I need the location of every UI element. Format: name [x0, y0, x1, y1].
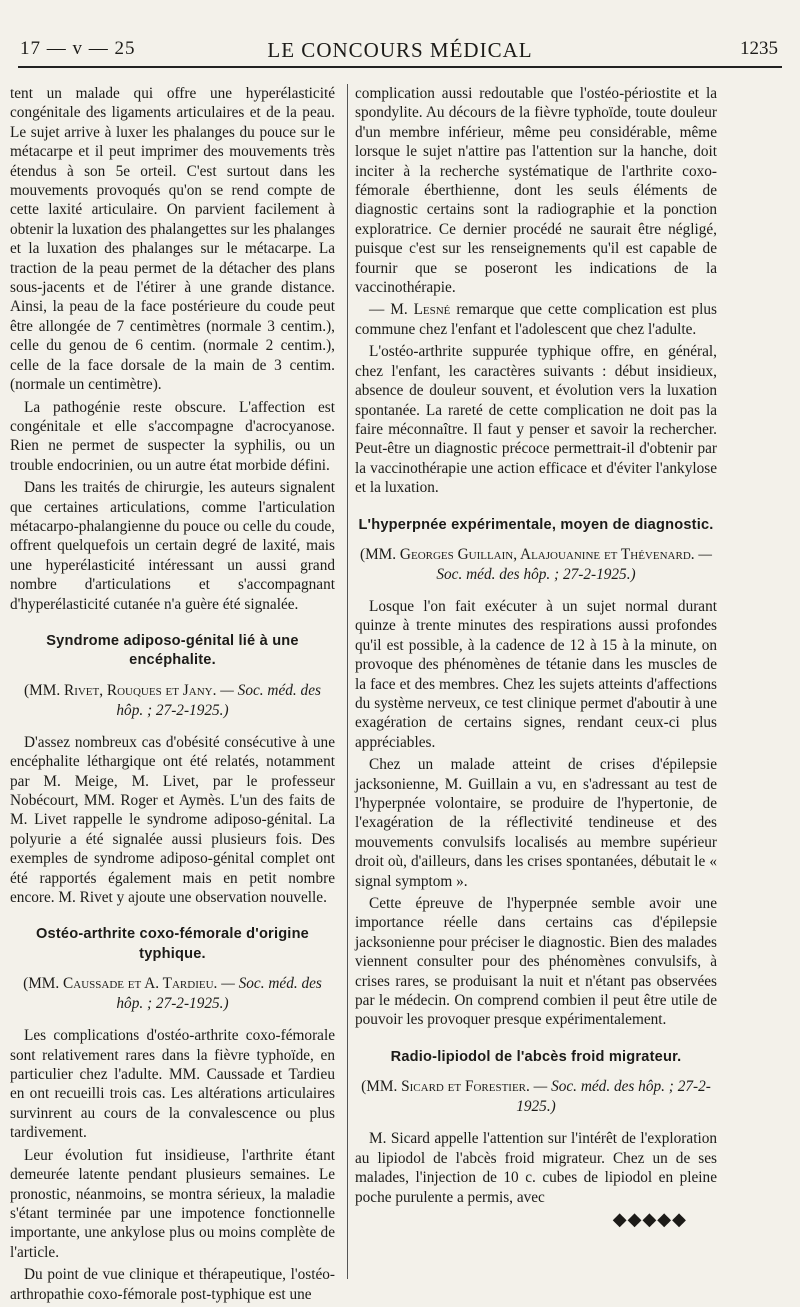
section-reference: (MM. Georges Guillain, Alajouanine et Thévenard. — Soc. méd. des hôp. ; 27-2-1925.) — [359, 545, 713, 583]
left-column — [10, 84, 335, 1307]
paragraph: Leur évolution fut insidieuse, l'arthrite étant demeurée latente pendant plusieurs semaines. Le pronostic, néanmoins, se montra sérieux, la maladie s'étant terminée par une impotence fonctionnelle importante, une ankylose plus ou moins complète de l'article. — [10, 1146, 335, 1261]
authors: Caussade et A. Tardieu. — [63, 975, 218, 993]
section-title: Radio-lipiodol de l'abcès froid migrateur. — [390, 1048, 682, 1065]
right-column — [355, 84, 717, 1229]
column-divider — [347, 84, 348, 1279]
paragraph: Du point de vue clinique et thérapeutique, l'ostéo-arthropathie coxo-fémorale post-typhique est une — [10, 1266, 335, 1303]
paragraph: complication aussi redoutable que l'ostéo-périostite et la spondylite. Au décours de la fièvre typhoïde, toute douleur d'un membre inférieur, même peu considérable, même lorsque le sujet n'attire pas l'attention sur la hanche, doit inciter à la recherche systématique de l'arthrite coxo-fémorale éberthienne, dont les seuls éléments de diagnostic certains sont la radiographie et la ponction exploratrice. Ce dernier procédé ne saurait être négligé, puisque c'est sur les renseignements qu'il est capable de fournir que se poseront les indications de la vaccinothérapie. — [355, 85, 717, 297]
section-reference: (MM. Rivet, Rouques et Jany. — Soc. méd. des hôp. ; 27-2-1925.) — [24, 681, 321, 719]
section-title: Ostéo-arthrite coxo-fémorale d'origine typhique. — [36, 926, 309, 962]
ornament-diamonds: ◆◆◆◆◆ — [612, 1208, 687, 1229]
section-title: Syndrome adiposo-génital lié à une encéphalite. — [46, 632, 299, 669]
page-number: 1235 — [740, 38, 778, 59]
paragraph: tent un malade qui offre une hyperélasticité congénitale des ligaments articulaires et de la peau. Le sujet arrive à luxer les phalanges du pouce sur le métacarpe et il peut imprimer des mouvements très étendus à son 5e orteil. C'est surtout dans les mouvements provoqués qu'on se rend compte de cette laxité articulaire. On parvient facilement à obtenir la luxation des phalangettes sur les phalanges et la luxation des phalanges sur le métacarpe. La traction de la peau permet de la détacher des plans sous-jacents et de l'étirer à une grande distance. Ainsi, la peau de la face postérieure du coude peut être allongée de 7 centimètres (normale 3 centim.), celle du genou de 6 centim. (normale 2 centim.), celle de la face dorsale de la main de 3 centim. (normale un centimètre). — [10, 85, 335, 394]
authors: Georges Guillain, Alajouanine et Thévenard. — [399, 545, 695, 563]
paragraph: Dans les traités de chirurgie, les auteurs signalent que certaines articulations, comme l'articulation métacarpo-phalangienne du pouce ou celle du coude, offrent quelquefois un certain degré de laxité, mais une hyperélasticité intéressant un aussi grand nombre d'articulations et s'accompagnant d'hyperélasticité cutanée n'a guère été signalée. — [10, 479, 335, 613]
paragraph: M. Sicard appelle l'attention sur l'intérêt de l'exploration au lipiodol de l'abcès froid migrateur. Chez un de ses malades, l'injection de 10 c. cubes de lipiodol en pleine poche purulente a permis, avec — [355, 1130, 717, 1206]
issue-date: 17 — v — 25 — [20, 38, 136, 59]
paragraph: D'assez nombreux cas d'obésité consécutive à une encéphalite léthargique ont été relatés, notamment par M. Meige, M. Livet, par le professeur Nobécourt, MM. Roger et Aymès. L'un des faits de M. Livet rappelle le syndrome adiposo-génital. La polyurie a été signalée aussi plusieurs fois. Des exemples de syndrome adiposo-génital complet ont été rapportés également mais en petit nombre encore. M. Rivet y ajoute une observation nouvelle. — [10, 733, 335, 907]
section-reference: (MM. Sicard et Forestier. — Soc. méd. des hôp. ; 27-2-1925.) — [361, 1078, 711, 1116]
authors: Rivet, Rouques et Jany. — [64, 681, 217, 699]
paragraph: Losque l'on fait exécuter à un sujet normal durant quinze à trente minutes des respirations aussi profondes qu'il est possible, à la cadence de 12 à 15 à la minute, on provoque des phénomènes de tétanie dans les muscles de la face et des membres. Chez les sujets atteints d'affections du système nerveux, ce test clinique permet d'aboutir à une exagération de certains signes, rendant ceux-ci plus appréciables. — [355, 597, 717, 751]
paragraph: Les complications d'ostéo-arthrite coxo-fémorale sont relativement rares dans la fièvre typhoïde, en particulier chez l'adulte. MM. Caussade et Tardieu en ont recueilli trois cas. Les altérations articulaires survinrent au cours de la convalescence ou plus tardivement. — [10, 1027, 335, 1142]
section-title: L'hyperpnée expérimentale, moyen de diagnostic. — [358, 516, 714, 533]
paragraph: — M. Lesné remarque que cette complication est plus commune chez l'enfant et l'adolescent que chez l'adulte. — [355, 301, 717, 338]
page-header — [18, 34, 782, 68]
authors: Sicard et Forestier. — [401, 1078, 530, 1096]
paragraph: Cette épreuve de l'hyperpnée semble avoir une importance réelle dans certains cas d'épilepsie jacksonienne pour préciser le diagnostic. Bien des malades viennent consulter pour des phénomènes convulsifs, à crises rares, se produisant la nuit et n'étant pas observées par le médecin. On comprend combien il peut être utile de pouvoir les provoquer presque expérimentalement. — [355, 895, 717, 1029]
paragraph: L'ostéo-arthrite suppurée typhique offre, en général, chez l'enfant, les caractères suivants : début insidieux, absence de douleur souvent, et évolution vers la luxation spontanée. La rareté de cette complication ne doit pas la faire méconnaître. Il faut y penser et savoir la rechercher. Peut-être un diagnostic précoce permettrait-il d'obtenir par la vaccinothérapie une action efficace et d'éviter l'ankylose et la luxation. — [355, 343, 717, 497]
journal-title: LE CONCOURS MÉDICAL — [267, 38, 533, 62]
paragraph: La pathogénie reste obscure. L'affection est congénitale et elle s'accompagne d'acrocyanose. Rien ne permet de suspecter la syphilis, ou un trouble endocrinien, ou un autre état morbide défini. — [10, 398, 335, 474]
paragraph: Chez un malade atteint de crises d'épilepsie jacksonienne, M. Guillain a vu, en s'adressant au test de l'hyperpnée volontaire, se produire de l'hypertonie, de l'exagération de la réflectivité tendineuse et des mouvements convulsifs localisés au membre supérieur droit où, d'ailleurs, dans les crises spontanées, débutait le « signal symptom ». — [355, 756, 717, 890]
section-reference: (MM. Caussade et A. Tardieu. — Soc. méd. des hôp. ; 27-2-1925.) — [23, 975, 322, 1013]
